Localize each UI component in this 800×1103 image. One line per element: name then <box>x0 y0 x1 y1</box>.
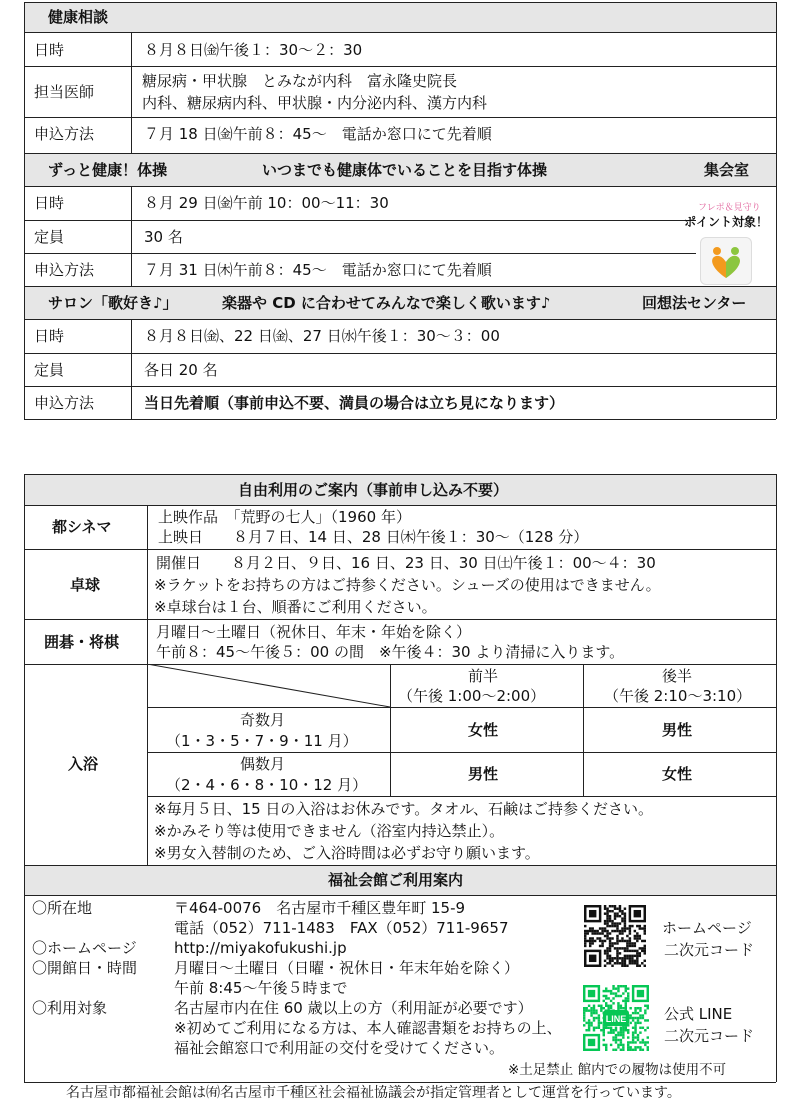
health-date-label: 日時 <box>34 41 65 59</box>
free-title: 自由利用のご案内（事前申し込み不要） <box>238 481 509 499</box>
footer-note: 名古屋市都福祉会館は㈲名古屋市千種区社会福祉協議会が指定管理者として運営を行っています。 <box>66 1085 681 1101</box>
bath-note-1: ※毎月５日、15 日の入浴はお休みです。タオル、石鹸はご持参ください。 <box>154 800 654 818</box>
salon-apply-label: 申込方法 <box>34 394 95 412</box>
exercise-place: 集会室 <box>704 161 750 179</box>
target-line1: 名古屋市内在住 60 歳以上の方（利用証が必要です） <box>174 999 533 1017</box>
bath-note-3: ※男女入替制のため、ご入浴時間は必ずお守り願います。 <box>154 844 540 862</box>
bath-second-half: 後半 <box>662 667 693 685</box>
homepage-label: 〇ホームページ <box>32 939 137 957</box>
health-apply-label: 申込方法 <box>34 125 95 143</box>
go-shogi-label: 囲碁・将棋 <box>44 633 120 651</box>
bath-diagonal <box>147 664 391 708</box>
qr-hp-caption-2: 二次元コード <box>664 941 755 959</box>
exercise-title: ずっと健康！体操 <box>48 161 168 179</box>
health-doctor-specialties: 内科、糖尿病内科、甲状腺・内分泌内科、漢方内科 <box>142 94 488 112</box>
homepage-link[interactable]: http://miyakofukushi.jp <box>174 939 347 957</box>
health-doctor-value: 糖尿病・甲状腺 とみなが内科 富永隆史院長 <box>142 72 458 90</box>
bath-odd-first: 女性 <box>468 721 499 739</box>
exercise-apply-value: ７月 31 日㈭午前８：45〜 電話か窓口にて先着順 <box>144 261 492 279</box>
qr-line-caption-1: 公式 LINE <box>664 1005 733 1023</box>
bath-label: 入浴 <box>68 755 99 773</box>
salon-title: サロン「歌好き♪」 <box>48 294 178 312</box>
hours-label: 〇開館日・時間 <box>32 959 138 977</box>
salon-place: 回想法センター <box>642 294 747 312</box>
health-doctor-label: 担当医師 <box>34 83 95 101</box>
salon-date-label: 日時 <box>34 327 65 345</box>
health-date-value: ８月８日㈮午後１：30〜２：30 <box>144 41 363 59</box>
qr-line-caption-2: 二次元コード <box>664 1027 755 1045</box>
qr-hp-caption-1: ホームページ <box>662 919 752 937</box>
phone-value: 電話（052）711-1483 FAX（052）711-9657 <box>174 919 509 937</box>
salon-capacity-label: 定員 <box>34 361 65 379</box>
salon-apply-value: 当日先着順（事前申込不要、満員の場合は立ち見になります） <box>144 394 565 412</box>
bath-even-months: （2・4・6・8・10・12 月） <box>166 776 368 794</box>
shoes-note: ※土足禁止 館内での履物は使用不可 <box>508 1062 727 1078</box>
bath-odd-label: 奇数月 <box>240 711 286 729</box>
bath-even-second: 女性 <box>662 765 693 783</box>
pingpong-line2: ※ラケットをお持ちの方はご持参ください。シューズの使用はできません。 <box>154 576 661 594</box>
exercise-apply-label: 申込方法 <box>34 261 95 279</box>
health-title: 健康相談 <box>48 8 109 26</box>
points-badge-top: フレポ＆見守り <box>698 203 761 213</box>
cinema-label: 都シネマ <box>52 518 112 536</box>
target-line2: ※初めてご利用になる方は、本人確認書類をお持ちの上、 <box>174 1019 562 1037</box>
target-line3: 福祉会館窓口で利用証の交付を受けてください。 <box>174 1039 505 1057</box>
exercise-date-value: ８月 29 日㈮午前 10：00〜11：30 <box>144 194 389 212</box>
pingpong-label: 卓球 <box>70 576 101 594</box>
address-label: 〇所在地 <box>32 899 93 917</box>
points-badge <box>676 201 772 285</box>
line-logo-text: LINE <box>605 1014 627 1024</box>
target-label: 〇利用対象 <box>32 999 108 1017</box>
cinema-line1: 上映作品 「荒野の七人」（1960 年） <box>158 508 411 526</box>
bath-note-2: ※かみそり等は使用できません（浴室内持込禁止）。 <box>154 822 505 840</box>
exercise-capacity-value: 30 名 <box>144 228 183 246</box>
salon-capacity-value: 各日 20 名 <box>144 361 218 379</box>
cinema-line2: 上映日 ８月７日、14 日、28 日㈭午後１：30〜（128 分） <box>158 528 589 546</box>
salon-date-value: ８月８日㈮、22 日㈮、27 日㈬午後１：30〜３：00 <box>144 327 500 345</box>
hours-line1: 月曜日〜土曜日（日曜・祝休日・年末年始を除く） <box>174 959 520 977</box>
bath-odd-months: （1・3・5・7・9・11 月） <box>166 732 358 750</box>
address-value: 〒464-0076 名古屋市千種区豊年町 15-9 <box>174 899 466 917</box>
info-title: 福祉会館ご利用案内 <box>328 871 464 889</box>
health-apply-value: ７月 18 日㈮午前８：45〜 電話か窓口にて先着順 <box>144 125 492 143</box>
line-qr-icon[interactable] <box>583 985 649 1051</box>
pingpong-line3: ※卓球台は１台、順番にご利用ください。 <box>154 598 437 616</box>
pingpong-line1: 開催日 ８月２日、９日、16 日、23 日、30 日㈯午後１：00〜４：30 <box>156 554 656 572</box>
bath-first-half: 前半 <box>468 667 499 685</box>
exercise-capacity-label: 定員 <box>34 228 65 246</box>
go-shogi-line2: 午前８：45〜午後５：00 の間 ※午後４：30 より清掃に入ります。 <box>156 643 625 661</box>
exercise-desc: いつまでも健康体でいることを目指す体操 <box>262 161 548 179</box>
go-shogi-line1: 月曜日〜土曜日（祝休日、年末・年始を除く） <box>156 623 472 641</box>
bath-even-label: 偶数月 <box>240 755 286 773</box>
exercise-date-label: 日時 <box>34 194 65 212</box>
hours-line2: 午前 8:45〜午後５時まで <box>174 979 348 997</box>
salon-desc: 楽器や CD に合わせてみんなで楽しく歌います♪ <box>222 294 551 312</box>
heart-logo-icon <box>700 237 752 285</box>
bath-even-first: 男性 <box>468 765 499 783</box>
bath-first-half-time: （午後 1:00〜2:00） <box>398 687 546 705</box>
health-header-bg <box>24 2 776 32</box>
bath-second-half-time: （午後 2:10〜3:10） <box>604 687 752 705</box>
bath-odd-second: 男性 <box>662 721 693 739</box>
homepage-qr-icon[interactable] <box>584 905 646 967</box>
points-badge-main: ポイント対象！ <box>684 215 769 229</box>
